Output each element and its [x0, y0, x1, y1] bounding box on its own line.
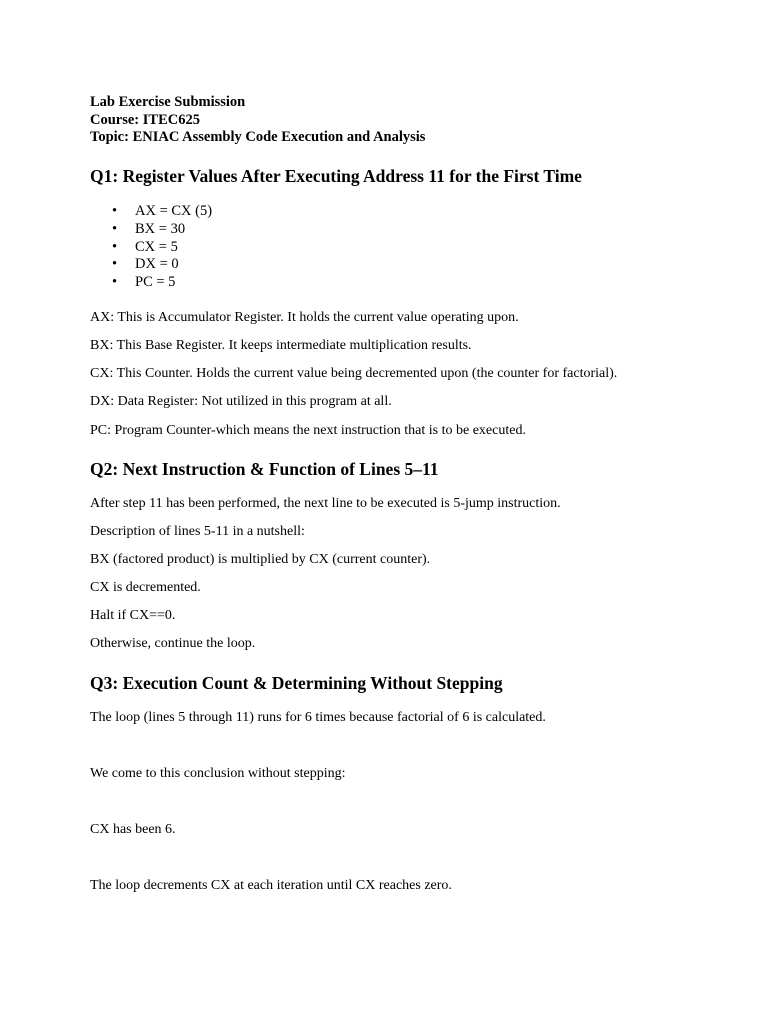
paragraph-ax: AX: This is Accumulator Register. It holds the current value operating upon.	[90, 310, 519, 325]
topic-line: Topic: ENIAC Assembly Code Execution and Analysis	[90, 129, 426, 145]
paragraph: The loop (lines 5 through 11) runs for 6 times because factorial of 6 is calculated.	[90, 710, 546, 725]
list-item: • DX = 0	[90, 256, 212, 274]
paragraph: After step 11 has been performed, the next line to be executed is 5-jump instruction.	[90, 496, 561, 511]
paragraph-dx: DX: Data Register: Not utilized in this program at all.	[90, 394, 392, 409]
paragraph-cx: CX: This Counter. Holds the current value being decremented upon (the counter for factorial).	[90, 366, 618, 381]
paragraph: We come to this conclusion without stepping:	[90, 766, 346, 781]
list-item: • CX = 5	[90, 239, 212, 257]
list-item: • AX = CX (5)	[90, 203, 212, 221]
paragraph: CX has been 6.	[90, 822, 176, 837]
paragraph: BX (factored product) is multiplied by CX (current counter).	[90, 552, 431, 567]
paragraph: CX is decremented.	[90, 580, 201, 595]
q2-heading: Q2: Next Instruction & Function of Lines 5–11	[90, 459, 439, 479]
paragraph: Description of lines 5-11 in a nutshell:	[90, 524, 305, 539]
q3-heading: Q3: Execution Count & Determining Without Stepping	[90, 673, 503, 693]
paragraph: The loop decrements CX at each iteration until CX reaches zero.	[90, 878, 452, 893]
list-item: • PC = 5	[90, 274, 212, 292]
paragraph: Halt if CX==0.	[90, 608, 176, 623]
paragraph: Otherwise, continue the loop.	[90, 636, 256, 651]
q1-heading: Q1: Register Values After Executing Address 11 for the First Time	[90, 166, 582, 186]
list-item: • BX = 30	[90, 221, 212, 239]
course-line: Course: ITEC625	[90, 111, 200, 128]
paragraph-bx: BX: This Base Register. It keeps intermediate multiplication results.	[90, 338, 472, 353]
register-values-list	[90, 203, 212, 292]
paragraph-pc: PC: Program Counter-which means the next instruction that is to be executed.	[90, 423, 526, 438]
document-header	[90, 94, 425, 147]
submission-title: Lab Exercise Submission	[90, 94, 246, 110]
